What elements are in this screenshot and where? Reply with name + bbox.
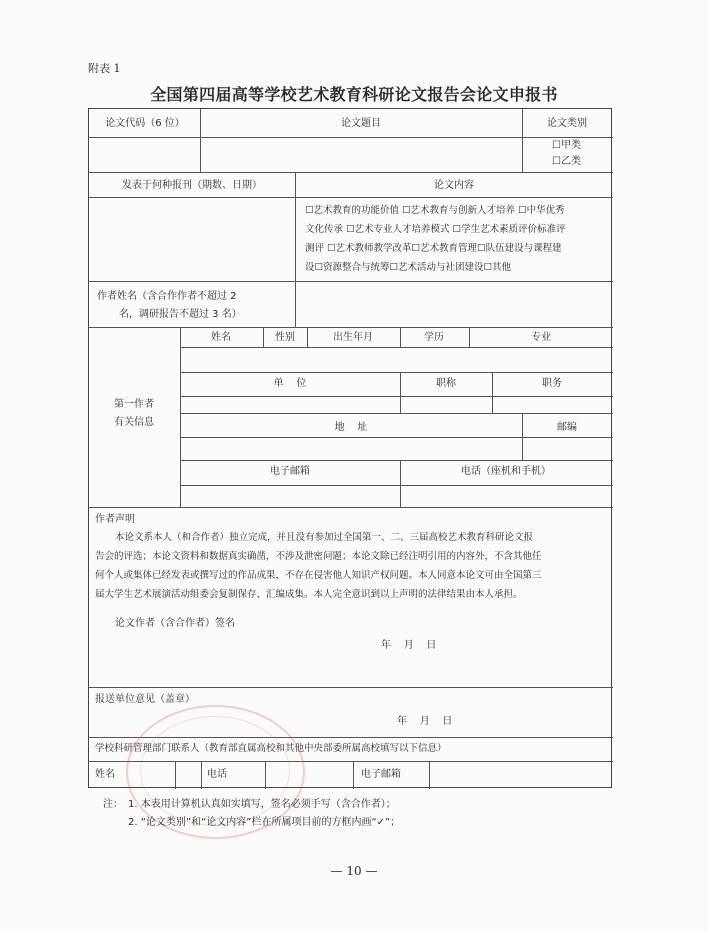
contact-phone-label: 电话 [207, 769, 227, 780]
email-header: 电子邮箱 [270, 466, 310, 477]
birth-header: 出生年月 [333, 332, 373, 343]
notes-prefix: 注： [103, 799, 123, 810]
unit-header: 单 位 [273, 378, 307, 389]
category-option-b[interactable]: ☐乙类 [552, 156, 581, 167]
phone-header: 电话（座机和手机） [461, 466, 551, 477]
application-form [88, 108, 612, 788]
paper-code-label: 论文代码（6 位） [105, 118, 185, 129]
declaration-heading: 作者声明 [95, 514, 135, 525]
title-header: 职称 [436, 378, 456, 389]
category-option-a[interactable]: ☐甲类 [552, 140, 581, 151]
declaration-line: 届大学生艺术展演活动组委会复制保存、汇编成集。本人完全意识到以上声明的法律结果由本人承担。 [95, 589, 523, 600]
postcode-header: 邮编 [557, 422, 577, 433]
declaration-line: 告会的评选；本论文资料和数据真实确凿，不涉及泄密问题；本论文除已经注明引用的内容外，不含其他任 [95, 551, 542, 562]
unit-opinion-label: 报送单位意见（盖章） [95, 694, 195, 705]
address-header: 地 址 [334, 422, 368, 433]
authors-label: 作者姓名（含合作作者不超过 2 [97, 291, 237, 302]
declaration-line: 何个人或集体已经发表或撰写过的作品成果，不存在侵害他人知识产权问题。本人同意本论文可由全国第三 [95, 570, 542, 581]
first-author-label: 有关信息 [114, 417, 154, 428]
content-options-line[interactable]: 设☐资源整合与统筹☐艺术活动与社团建设☐其他 [305, 262, 512, 273]
page-title: 全国第四届高等学校艺术教育科研论文报告会论文申报书 [150, 85, 558, 104]
position-header: 职务 [542, 378, 562, 389]
major-header: 专业 [531, 332, 551, 343]
note-item: 1. 本表用计算机认真如实填写，签名必须手写（含合作者）； [128, 799, 396, 810]
page-number: — 10 — [330, 864, 378, 878]
paper-title-label: 论文题目 [341, 118, 381, 129]
name-header: 姓名 [211, 332, 231, 343]
content-options-line[interactable]: 测评 ☐艺术教师教学改革☐艺术教育管理☐队伍建设与课程建 [305, 243, 562, 254]
contact-name-label: 姓名 [95, 769, 115, 780]
authors-label: 名，调研报告不超过 3 名） [119, 309, 242, 320]
gender-header: 性别 [275, 332, 295, 343]
education-header: 学历 [424, 332, 444, 343]
content-options-line[interactable]: 文化传承 ☐艺术专业人才培养模式 ☐学生艺术素质评价标准评 [305, 224, 566, 235]
note-item: 2. “论文类别”和“论文内容”栏在所属项目前的方框内画“✓”； [128, 817, 401, 828]
unit-opinion-date: 年 月 日 [397, 716, 453, 727]
content-options-line[interactable]: ☐艺术教育的功能价值 ☐艺术教育与创新人才培养 ☐中华优秀 [305, 205, 565, 216]
declaration-date: 年 月 日 [381, 640, 437, 651]
attachment-label: 附表 1 [88, 62, 121, 75]
publication-label: 发表于何种报刊（期数、日期） [122, 180, 262, 191]
declaration-line: 本论文系本人（和合作者）独立完成，并且没有参加过全国第一、二、三届高校艺术教育科研论文报 [115, 532, 534, 543]
paper-category-label: 论文类别 [547, 118, 587, 129]
contact-label: 学校科研管理部门联系人（教育部直属高校和其他中央部委所属高校填写以下信息） [95, 743, 447, 754]
paper-content-label: 论文内容 [434, 180, 474, 191]
first-author-label: 第一作者 [114, 399, 154, 410]
contact-email-label: 电子邮箱 [361, 769, 401, 780]
signature-label: 论文作者（含合作者）签名 [115, 618, 235, 629]
